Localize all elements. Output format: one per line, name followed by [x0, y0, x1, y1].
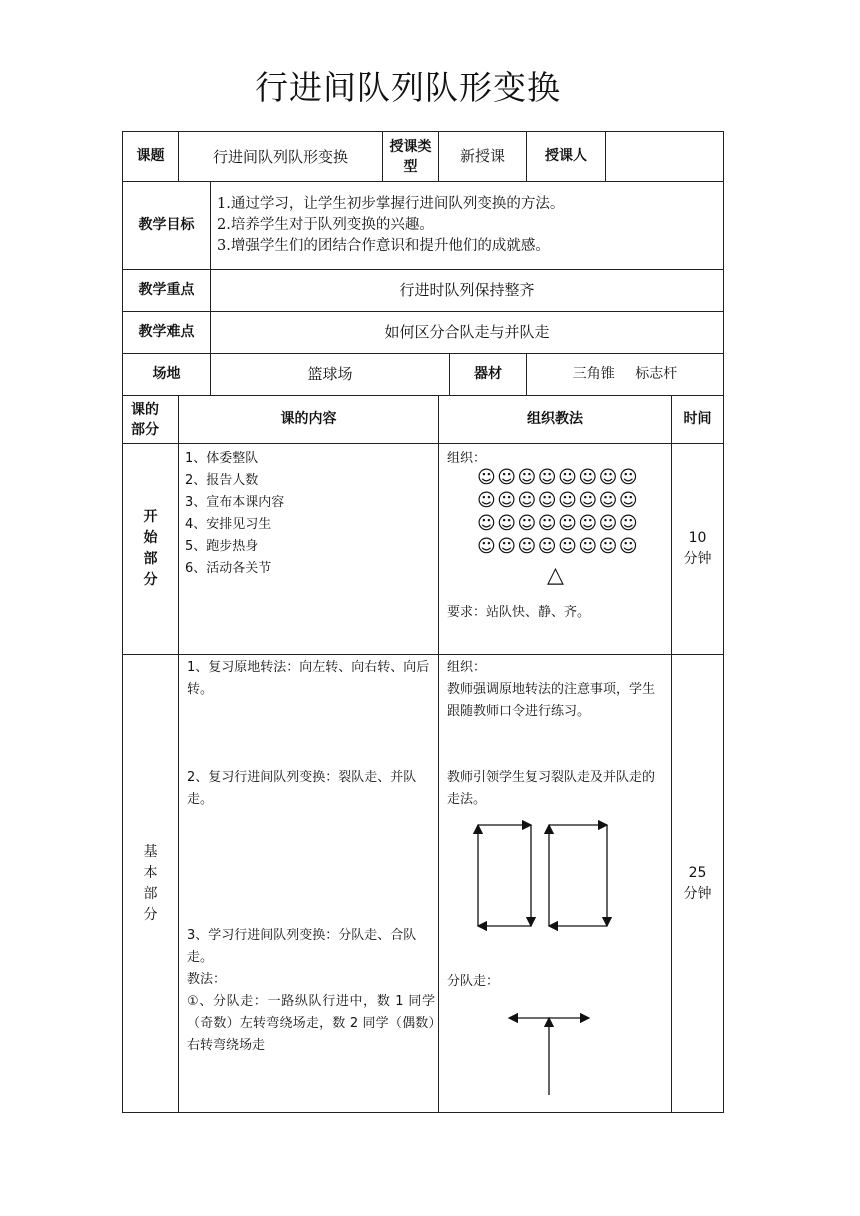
method-text: ①、分队走：一路纵队行进中，数 1 同学（奇数）左转弯绕场走，数 2 同学（偶数）右转弯绕场走: [187, 994, 435, 1053]
venue-value: 篮球场: [211, 354, 450, 396]
teacher-label: 授课人: [527, 132, 606, 182]
start-part-label: 开 始 部 分: [123, 444, 179, 655]
list-item: 6、活动各关节: [185, 561, 272, 576]
org-text: 教师强调原地转法的注意事项，学生跟随教师口令进行练习。: [447, 682, 656, 719]
face-row: ☺☺☺☺☺☺☺☺: [477, 536, 640, 557]
header-row: [123, 132, 724, 182]
face-row: ☺☺☺☺☺☺☺☺: [477, 467, 640, 488]
split-direction-diagram: [439, 1010, 668, 1110]
face-row: ☺☺☺☺☺☺☺☺: [477, 490, 640, 511]
list-item: 5、跑步热身: [185, 539, 259, 554]
goal-item: 2.培养学生对于队列变换的兴趣。: [217, 217, 434, 233]
goals-row: [123, 182, 724, 270]
start-content-list: [179, 444, 439, 655]
requirement-text: 要求：站队快、静、齐。: [447, 605, 591, 620]
equipment-item: 三角锥: [572, 366, 615, 382]
col-method: 组织教法: [439, 396, 672, 444]
topic-label: 课题: [123, 132, 179, 182]
column-header-row: [123, 396, 724, 444]
org-label: 组织：: [447, 451, 487, 466]
basic-item-3: 3、学习行进间队列变换：分队走、合队走。: [187, 928, 417, 965]
goal-item: 1.通过学习，让学生初步掌握行进间队列变换的方法。: [217, 196, 565, 212]
difficulty-label: 教学难点: [123, 312, 211, 354]
list-item: 2、报告人数: [185, 473, 259, 488]
method-label: 教法：: [187, 972, 227, 987]
list-item: 1、体委整队: [185, 451, 259, 466]
key-point-value: 行进时队列保持整齐: [211, 270, 724, 312]
goals-list: [211, 182, 724, 270]
key-point-row: [123, 270, 724, 312]
basic-part-label: 基 本 部 分: [123, 655, 179, 1113]
list-item: 3、宣布本课内容: [185, 495, 285, 510]
col-part: 课的部分: [123, 396, 179, 444]
basic-method-cell: [439, 655, 672, 1113]
list-item: 4、安排见习生: [185, 517, 272, 532]
formation-faces: [477, 466, 657, 558]
basic-time: 25 分钟: [672, 655, 724, 1113]
type-label: 授课类型: [383, 132, 439, 182]
org-label: 组织：: [447, 660, 487, 675]
basic-item-1: 1、复习原地转法：向左转、向右转、向后转。: [187, 660, 430, 697]
start-method-cell: [439, 444, 672, 655]
teacher-value: [606, 132, 724, 182]
lesson-plan-table: [122, 131, 724, 1113]
start-time: 10 分钟: [672, 444, 724, 655]
venue-row: [123, 354, 724, 396]
split-march-diagram: [439, 805, 668, 935]
start-section-row: [123, 444, 724, 655]
goal-item: 3.增强学生们的团结合作意识和提升他们的成就感。: [217, 238, 550, 254]
equipment-item: 标志杆: [635, 366, 678, 382]
venue-label: 场地: [123, 354, 211, 396]
basic-section-row: [123, 655, 724, 1113]
face-row: ☺☺☺☺☺☺☺☺: [477, 513, 640, 534]
document-title: 行进间队列队形变换: [255, 68, 561, 107]
col-content: 课的内容: [179, 396, 439, 444]
topic-value: 行进间队列队形变换: [179, 132, 383, 182]
col-time: 时间: [672, 396, 724, 444]
split-label: 分队走：: [447, 974, 500, 989]
type-value: 新授课: [439, 132, 527, 182]
difficulty-value: 如何区分合队走与并队走: [211, 312, 724, 354]
equipment-list: [527, 354, 724, 396]
teacher-triangle-icon: △: [547, 563, 564, 588]
lead-text: 教师引领学生复习裂队走及并队走的走法。: [447, 770, 656, 807]
difficulty-row: [123, 312, 724, 354]
equipment-label: 器材: [450, 354, 527, 396]
key-point-label: 教学重点: [123, 270, 211, 312]
basic-content-cell: [179, 655, 439, 1113]
goals-label: 教学目标: [123, 182, 211, 270]
basic-item-2: 2、复习行进间队列变换：裂队走、并队走。: [187, 770, 417, 807]
